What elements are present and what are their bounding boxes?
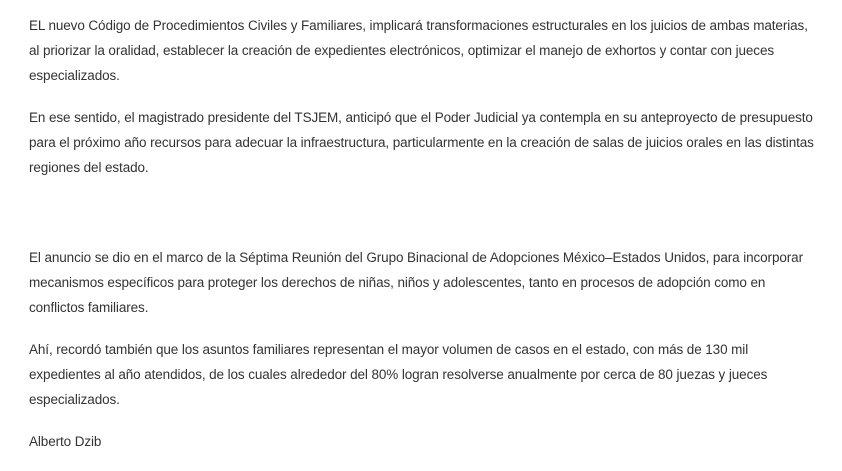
paragraph-4: Ahí, recordó también que los asuntos familiares representan el mayor volumen de casos en el estado, con más de 130 mil expedientes al año atendidos, de los cuales alrededor del 80% logran resolverse anualmente por cerca de 80 juezas y jueces especializados. bbox=[29, 342, 768, 407]
article-body bbox=[29, 13, 819, 454]
paragraph-2: En ese sentido, el magistrado presidente del TSJEM, anticipó que el Poder Judicial ya contempla en su anteproyecto de presupuesto para el próximo año recursos para adecuar la infraestructura, particularmente en la creación de salas de juicios orales en las distintas regiones del estado. bbox=[29, 110, 814, 175]
paragraph-3: El anuncio se dio en el marco de la Séptima Reunión del Grupo Binacional de Adopciones México–Estados Unidos, para incorporar mecanismos específicos para proteger los derechos de niñas, niños y adolescentes, tanto en procesos de adopción como en conflictos familiares. bbox=[29, 250, 803, 315]
paragraph-1: EL nuevo Código de Procedimientos Civiles y Familiares, implicará transformaciones estructurales en los juicios de ambas materias, al priorizar la oralidad, establecer la creación de expedientes electrónicos, optimizar el manejo de exhortos y contar con jueces especializados. bbox=[29, 18, 808, 83]
author-byline: Alberto Dzib bbox=[29, 434, 102, 449]
